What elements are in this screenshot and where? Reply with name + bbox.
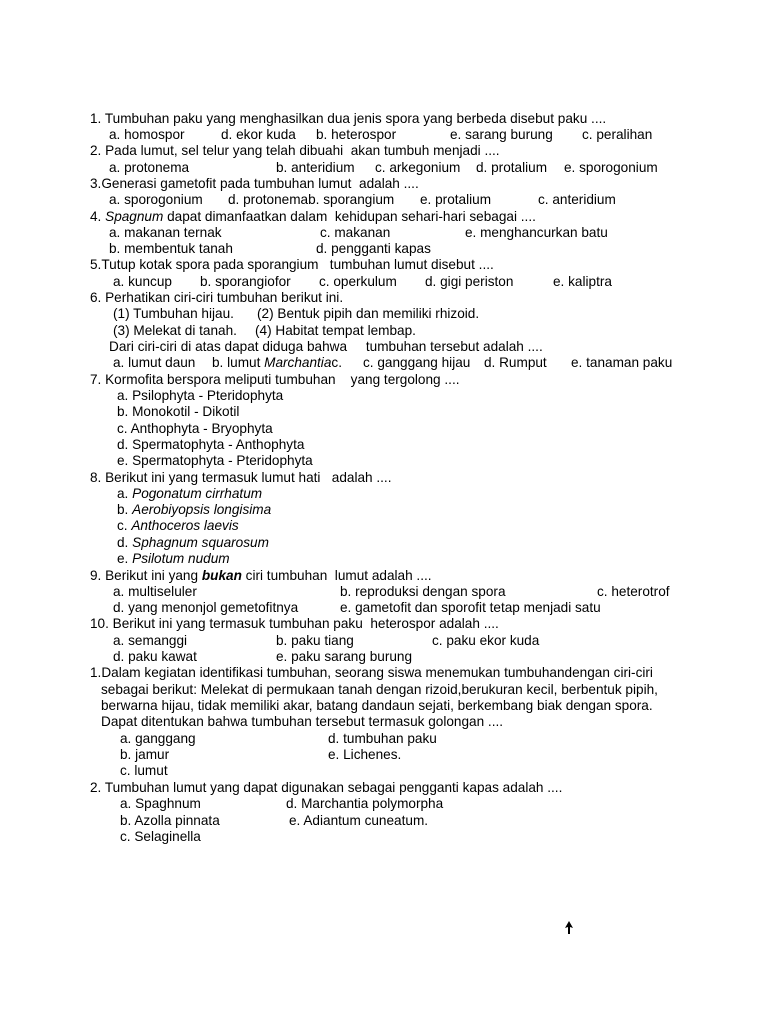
q2-option-c: c. arkegonium [375,160,461,175]
q7-option-e: e. Spermatophyta - Pteridophyta [117,453,313,468]
question-4-stem: 4. Spagnum dapat dimanfaatkan dalam kehidupan sehari-hari sebagai .... [90,209,536,224]
essay-1-option-e: e. Lichenes. [328,747,402,762]
q6-item-1: (1) Tumbuhan hijau. [113,306,234,321]
q7-option-c: c. Anthophyta - Bryophyta [117,421,273,436]
essay-1-option-a: a. ganggang [120,731,196,746]
essay-2-option-d: d. Marchantia polymorpha [286,796,444,811]
q10-option-c: c. paku ekor kuda [432,633,540,648]
question-2-stem: 2. Pada lumut, sel telur yang telah dibuahi akan tumbuh menjadi .... [90,143,500,158]
essay-2-option-b: b. Azolla pinnata [120,813,220,828]
q1-option-d: d. ekor kuda [221,127,296,142]
q1-option-e: e. sarang burung [450,127,553,142]
essay-1-option-c: c. lumut [120,763,168,778]
essay-1-option-d: d. tumbuhan paku [328,731,437,746]
essay-1-line-2: sebagai berikut: Melekat di permukaan tanah dengan rizoid,berukuran kecil, berbentuk pipih, [101,682,658,697]
q7-option-b: b. Monokotil - Dikotil [117,404,240,419]
q9-option-d: d. yang menonjol gemetofitnya [113,600,299,615]
q10-option-a: a. semanggi [113,633,188,648]
q4-option-b: b. membentuk tanah [109,241,233,256]
arrow-up-cursor-icon [563,920,575,936]
q1-option-c: c. peralihan [582,127,653,142]
q9-option-b: b. reproduksi dengan spora [340,584,506,599]
q3-option-c: c. anteridium [538,192,616,207]
q10-option-d: d. paku kawat [113,649,197,664]
question-10-stem: 10. Berikut ini yang termasuk tumbuhan paku heterospor adalah .... [90,616,499,631]
q3-option-d-b: d. protonemab. sporangium [228,192,395,207]
essay-1-line-1: 1.Dalam kegiatan identifikasi tumbuhan, seorang siswa menemukan tumbuhandengan ciri-ciri [90,665,653,680]
essay-2-stem: 2. Tumbuhan lumut yang dapat digunakan sebagai pengganti kapas adalah .... [90,780,563,795]
q4-option-e: e. menghancurkan batu [465,225,608,240]
q10-option-b: b. paku tiang [276,633,354,648]
question-7-stem: 7. Kormofita berspora meliputi tumbuhan yang tergolong .... [90,372,460,387]
q6-option-d: d. Rumput [484,355,547,370]
q6-option-e: e. tanaman paku [571,355,673,370]
question-6-stem: 6. Perhatikan ciri-ciri tumbuhan berikut ini. [90,290,344,305]
q2-option-b: b. anteridium [276,160,355,175]
q6-option-a: a. lumut daun [113,355,196,370]
q1-option-a: a. homospor [109,127,185,142]
question-1-stem: 1. Tumbuhan paku yang menghasilkan dua jenis spora yang berbeda disebut paku .... [90,111,607,126]
q4-option-c: c. makanan [320,225,391,240]
essay-1-option-b: b. jamur [120,747,170,762]
q6-item-2: (2) Bentuk pipih dan memiliki rhizoid. [257,306,480,321]
question-3-stem: 3.Generasi gametofit pada tumbuhan lumut adalah .... [90,176,419,191]
q5-option-c: c. operkulum [319,274,397,289]
essay-1-line-4: Dapat ditentukan bahwa tumbuhan tersebut termasuk golongan .... [101,714,504,729]
question-5-stem: 5.Tutup kotak spora pada sporangium tumbuhan lumut disebut .... [90,257,494,272]
q8-option-d: d. Sphagnum squarosum [117,535,269,550]
q2-option-d: d. protalium [476,160,548,175]
q6-item-3: (3) Melekat di tanah. [113,323,237,338]
q8-option-a: a. Pogonatum cirrhatum [117,486,263,501]
q3-option-e: e. protalium [420,192,492,207]
question-9-stem: 9. Berikut ini yang bukan ciri tumbuhan lumut adalah .... [90,568,432,583]
essay-2-option-c: c. Selaginella [120,829,201,844]
q2-option-e: e. sporogonium [564,160,658,175]
q9-option-e: e. gametofit dan sporofit tetap menjadi satu [340,600,601,615]
q8-option-c: c. Anthoceros laevis [117,518,239,533]
q8-option-e: e. Psilotum nudum [117,551,230,566]
q8-option-b: b. Aerobiyopsis longisima [117,502,272,517]
essay-2-option-a: a. Spaghnum [120,796,201,811]
q5-option-d: d. gigi periston [425,274,514,289]
q6-item-4: (4) Habitat tempat lembap. [255,323,416,338]
q7-option-a: a. Psilophyta - Pteridophyta [117,388,284,403]
q5-option-a: a. kuncup [113,274,172,289]
q1-option-b: b. heterospor [316,127,397,142]
q9-option-c: c. heterotrof [597,584,670,599]
q6-option-b: b. lumut Marchantiac. [212,355,342,370]
q4-option-d: d. pengganti kapas [316,241,431,256]
q6-stem-2: Dari ciri-ciri di atas dapat diduga bahwa tumbuhan tersebut adalah .... [109,339,543,354]
essay-1-line-3: berwarna hijau, tidak memiliki akar, batang dandaun sejati, berkembang biak dengan spora. [101,698,653,713]
q3-option-a: a. sporogonium [109,192,203,207]
question-8-stem: 8. Berikut ini yang termasuk lumut hati adalah .... [90,470,392,485]
q9-option-a: a. multiseluler [113,584,197,599]
q6-option-c: c. ganggang hijau [363,355,471,370]
q4-option-a: a. makanan ternak [109,225,222,240]
essay-2-option-e: e. Adiantum cuneatum. [289,813,429,828]
q5-option-b: b. sporangiofor [200,274,291,289]
q7-option-d: d. Spermatophyta - Anthophyta [117,437,305,452]
q10-option-e: e. paku sarang burung [276,649,413,664]
q5-option-e: e. kaliptra [553,274,612,289]
q2-option-a: a. protonema [109,160,190,175]
